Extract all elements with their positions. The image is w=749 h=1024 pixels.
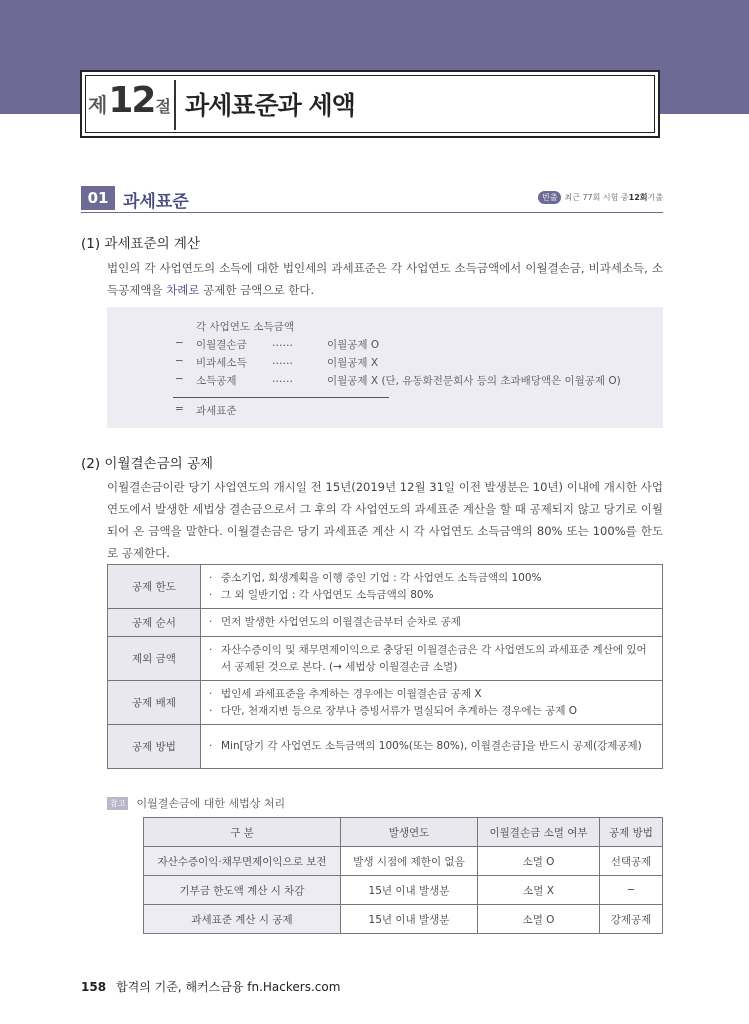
table-row: 과세표준 계산 시 공제 15년 이내 발생분 소멸 O 강제공제 (144, 905, 663, 934)
note-title: 이월결손금에 대한 세법상 처리 (136, 797, 286, 810)
chapter-divider (174, 80, 176, 130)
calc-base: 각 사업연도 소득금액 (196, 321, 294, 333)
calc-row: − (175, 373, 184, 385)
table-row: 자산수증이익·채무면제이익으로 보전 발생 시점에 제한이 없음 소멸 O 선택공제 (144, 847, 663, 876)
footer-text: 합격의 기준, 해커스금융 fn.Hackers.com (116, 980, 341, 994)
section-number: 01 (81, 186, 115, 210)
chapter-title-box (80, 70, 660, 138)
calc-row: − (175, 355, 184, 367)
paragraph-1: 법인의 각 사업연도의 소득에 대한 법인세의 과세표준은 각 사업연도 소득금액에서 이월결손금, 비과세소득, 소득공제액을 차례로 공제한 금액으로 한다. (107, 261, 663, 297)
table-row: 제외 금액 · 자산수증이익 및 채무면제이익으로 충당된 이월결손금은 각 사업연도의 과세표준 계산에 있어서 공제된 것으로 본다. (→ 세법상 이월결손금 소멸) (108, 637, 663, 681)
calc-divider (173, 397, 389, 398)
deduction-table (107, 564, 663, 769)
frequency-badge: 빈출 (538, 191, 561, 204)
paragraph-2: 이월결손금이란 당기 사업연도의 개시일 전 15년(2019년 12월 31일 이전 발생분은 10년) 이내에 개시한 사업연도에서 발생한 세법상 결손금으로서 그 후의 각 사업연도의 과세표준 계산을 할 때 공제되지 않고 당기로 이월되어 온 금액을 말한다. 이월결손금은 당기 과세표준 계산 시 각 사업연도 소득금액의 80% 또는 100%를 한도로 공제한다. (107, 480, 663, 560)
section-title: 과세표준 (123, 192, 189, 212)
table-row: 공제 한도 · 중소기업, 회생계획을 이행 중인 기업 : 각 사업연도 소득금액의 100% · 그 외 일반기업 : 각 사업연도 소득금액의 80% (108, 565, 663, 609)
table-row: 공제 순서 · 먼저 발생한 사업연도의 이월결손금부터 순차로 공제 (108, 609, 663, 637)
chapter-title: 과세표준과 세액 (185, 91, 355, 120)
exam-frequency: 빈출 최근 77회 시험 중 12회 기출 (538, 191, 663, 204)
table-row: 기부금 한도액 계산 시 차감 15년 이내 발생분 소멸 X − (144, 876, 663, 905)
subheading-2: (2) 이월결손금의 공제 (81, 456, 214, 472)
table-header-row: 구 분 발생연도 이월결손금 소멸 여부 공제 방법 (144, 818, 663, 847)
table-row: 공제 배제 · 법인세 과세표준을 추계하는 경우에는 이월결손금 공제 X · 다만, 천재지변 등으로 장부나 증빙서류가 멸실되어 추계하는 경우에는 공제 O (108, 681, 663, 725)
calculation-box: 각 사업연도 소득금액 − 이월결손금 …… 이월공제 O − 비과세소득 …… 이월공제 X − 소득공제 …… 이월공제 X (단, 유동화전문회사 등의 초과배당액은 이월공제 O) = 과세표준 (107, 307, 663, 428)
calc-row: − (175, 337, 184, 349)
note-heading (107, 795, 285, 811)
chapter-number: 제 12 절 (88, 80, 171, 121)
table-row: 공제 방법 · Min[당기 각 사업연도 소득금액의 100%(또는 80%), 이월결손금]을 반드시 공제(강제공제) (108, 725, 663, 769)
calc-result: 과세표준 (196, 405, 237, 417)
section-header (81, 186, 663, 213)
subheading-1: (1) 과세표준의 계산 (81, 236, 200, 252)
carryover-table (143, 817, 663, 934)
note-tag: 참고 (107, 797, 128, 810)
page-footer (81, 978, 340, 995)
page-number: 158 (81, 980, 107, 994)
